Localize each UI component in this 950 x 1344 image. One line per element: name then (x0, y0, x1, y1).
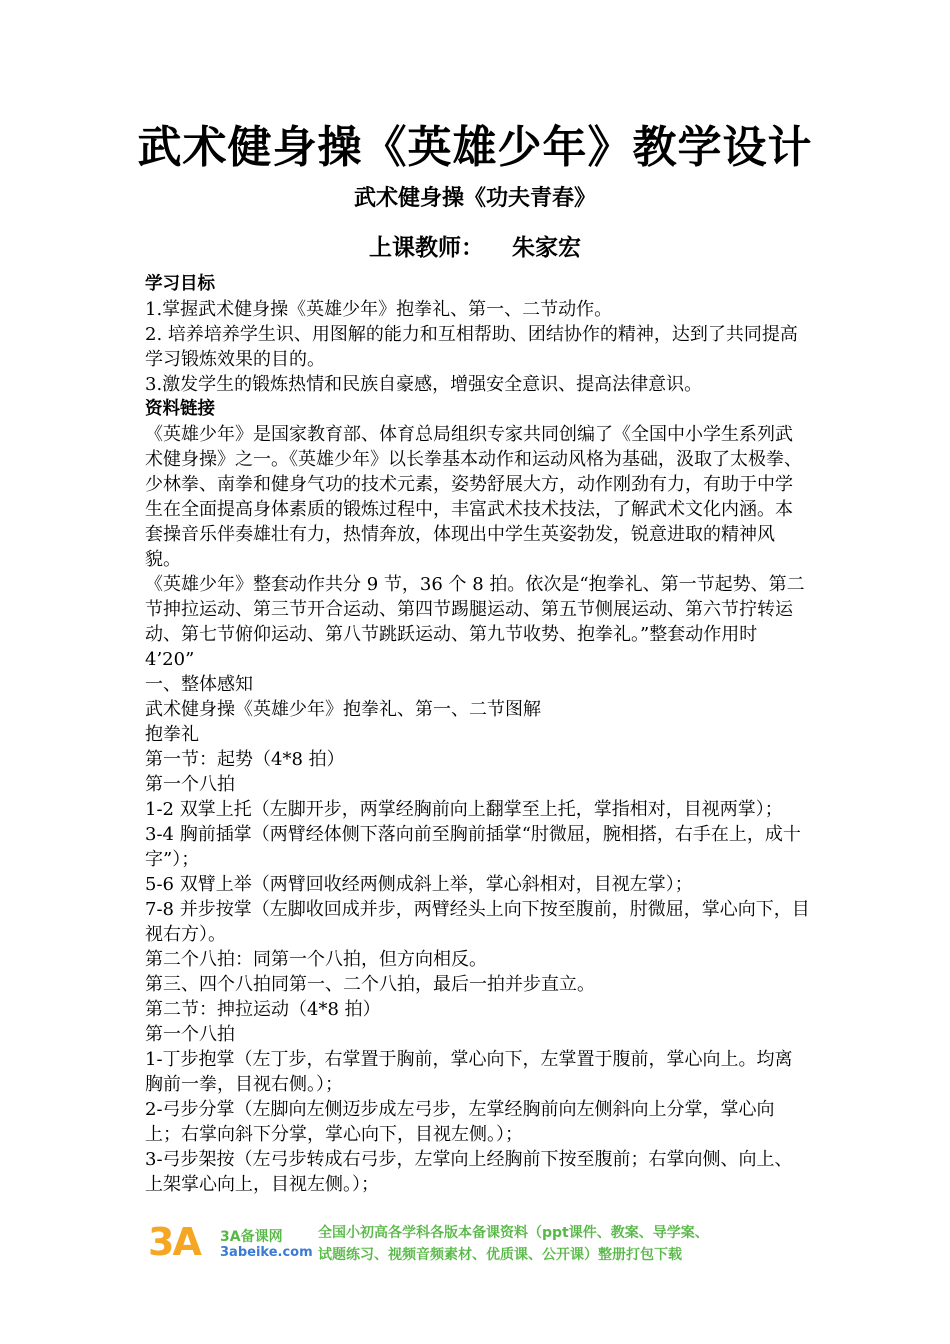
body-paragraph: 1-2 双掌上托（左脚开步，两掌经胸前向上翻掌至上托，掌指相对，目视两掌）； (145, 799, 783, 820)
body-paragraph: 7-8 并步按掌（左脚收回成并步，两臂经头上向下按至腹前，肘微屈，掌心向下，目视右方）。 (145, 899, 810, 945)
body-paragraph: 一、整体感知 (145, 674, 253, 695)
body-paragraph: 3.激发学生的锻炼热情和民族自豪感，增强安全意识、提高法律意识。 (145, 374, 703, 395)
body-paragraph: 《英雄少年》是国家教育部、体育总局组织专家共同创编了《全国中小学生系列武术健身操》之一。《英雄少年》以长拳基本动作和运动风格为基础，汲取了太极拳、少林拳、南拳和健身气功的技术元素，姿势舒展大方，动作刚劲有力，有助于中学生在全面提高身体素质的锻炼过程中，丰富武术技术技法，了解武术文化内涵。本套操音乐伴奏雄壮有力，热情奔放，体现出中学生英姿勃发，锐意进取的精神风貌。 (145, 424, 802, 570)
body-paragraph: 第一个八拍 (145, 1024, 235, 1045)
body-paragraph: 2. 培养培养学生识、用图解的能力和互相帮助、团结协作的精神，达到了共同提高学习锻炼效果的目的。 (145, 324, 798, 370)
teacher-name: 朱家宏 (512, 235, 581, 261)
teacher-label: 上课教师： (369, 235, 484, 261)
footer-slogan (318, 1222, 808, 1266)
logo-text: 3A备课网 (220, 1229, 283, 1245)
teacher-line (0, 230, 950, 266)
site-logo[interactable] (148, 1220, 313, 1268)
logo-url[interactable]: 3abeike.com (220, 1245, 313, 1260)
slogan-line: 试题练习、视频音频素材、优质课、公开课）整册打包下载 (318, 1247, 682, 1263)
body-paragraph: 1.掌握武术健身操《英雄少年》抱拳礼、第一、二节动作。 (145, 299, 613, 320)
body-paragraph: 5-6 双臂上举（两臂回收经两侧成斜上举，掌心斜相对，目视左掌）； (145, 874, 693, 895)
body-paragraph: 第二节：抻拉运动（4*8 拍） (145, 999, 381, 1020)
body-paragraph: 第一个八拍 (145, 774, 235, 795)
footer-banner (148, 1222, 808, 1272)
logo-mark: 3A (148, 1220, 200, 1264)
body-paragraph: 武术健身操《英雄少年》抱拳礼、第一、二节图解 (145, 699, 541, 720)
section-heading: 资料链接 (145, 399, 215, 419)
body-paragraph: 第二个八拍：同第一个八拍，但方向相反。 (145, 949, 487, 970)
page-title: 武术健身操《英雄少年》教学设计 (137, 122, 813, 173)
section-heading: 学习目标 (145, 274, 215, 294)
body-paragraph: 3-4 胸前插掌（两臂经体侧下落向前至胸前插掌“肘微屈，腕相搭，右手在上，成十字”）； (145, 824, 801, 870)
body-paragraph: 《英雄少年》整套动作共分 9 节，36 个 8 拍。依次是“抱拳礼、第一节起势、第二节抻拉运动、第三节开合运动、第四节踢腿运动、第五节侧展运动、第六节拧转运动、第七节俯仰运动、第八节跳跃运动、第九节收势、抱拳礼。”整套动作用时 4’20” (145, 574, 805, 670)
page-subtitle: 武术健身操《功夫青春》 (353, 186, 596, 211)
document-body (145, 272, 810, 1197)
body-paragraph: 抱拳礼 (145, 724, 199, 745)
body-paragraph: 1-丁步抱掌（左丁步，右掌置于胸前，掌心向下，左掌置于腹前，掌心向上。均离胸前一拳，目视右侧。）； (145, 1049, 793, 1095)
body-paragraph: 2-弓步分掌（左脚向左侧迈步成左弓步，左掌经胸前向左侧斜向上分掌，掌心向上；右掌向斜下分掌，掌心向下，目视左侧。）； (145, 1099, 775, 1145)
body-paragraph: 3-弓步架按（左弓步转成右弓步，左掌向上经胸前下按至腹前；右掌向侧、向上、上架掌心向上，目视左侧。）； (145, 1149, 793, 1195)
body-paragraph: 第一节：起势（4*8 拍） (145, 749, 345, 770)
body-paragraph: 第三、四个八拍同第一、二个八拍，最后一拍并步直立。 (145, 974, 595, 995)
slogan-line: 全国小初高各学科各版本备课资料（ppt课件、教案、导学案、 (318, 1225, 709, 1241)
